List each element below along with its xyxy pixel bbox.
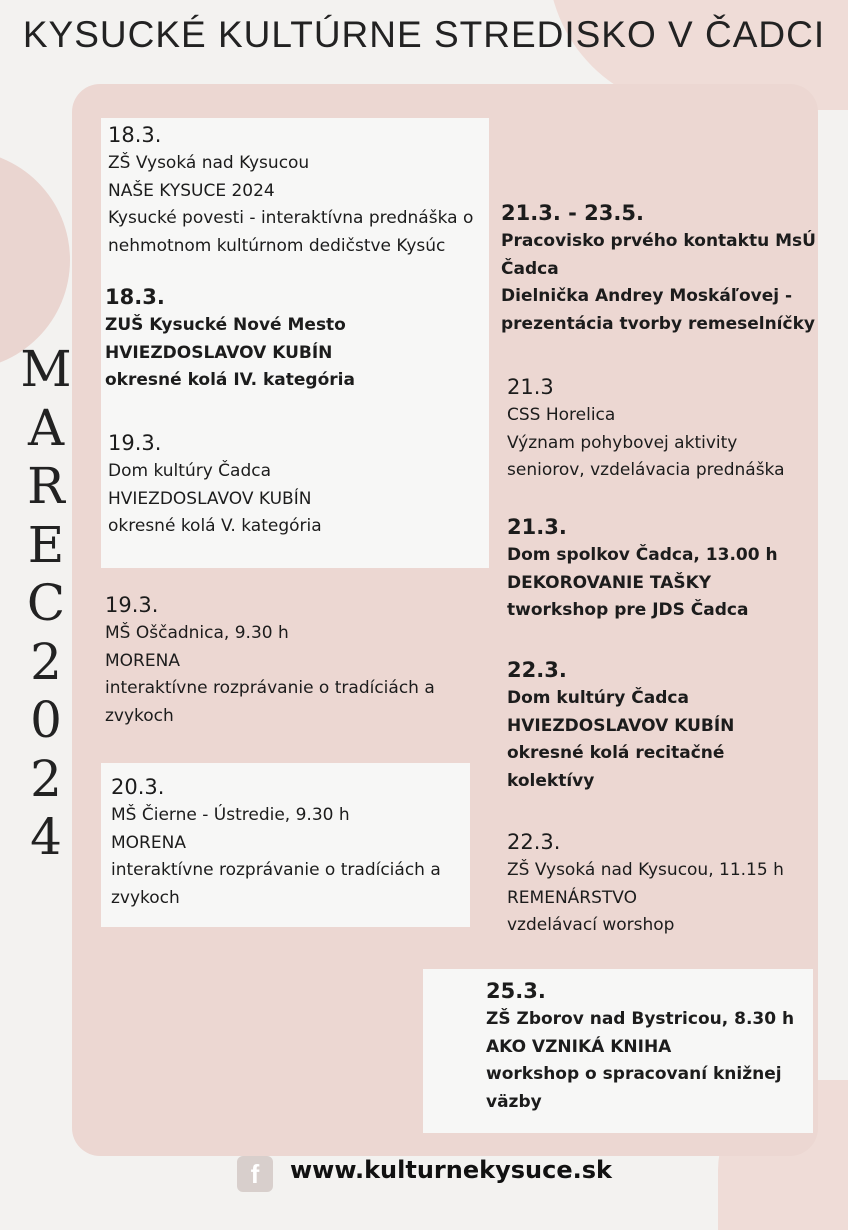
event-line: HVIEZDOSLAVOV KUBÍN	[507, 715, 735, 736]
event-item	[501, 198, 816, 338]
page-title: KYSUCKÉ KULTÚRNE STREDISKO V ČADCI	[22, 14, 826, 55]
event-line: DEKOROVANIE TAŠKY	[507, 572, 712, 593]
event-line: Dom kultúry Čadca	[507, 688, 689, 708]
decorative-blob-left	[0, 150, 70, 370]
event-line: interaktívne rozprávanie o tradíciách a	[111, 860, 441, 880]
month-letter: M	[20, 340, 72, 398]
event-item	[507, 827, 784, 940]
event-item	[105, 590, 435, 730]
event-line: Dom spolkov Čadca, 13.00 h	[507, 545, 778, 565]
event-line: ZŠ Zborov nad Bystricou, 8.30 h	[486, 1009, 795, 1029]
event-line: zvykoch	[105, 705, 174, 726]
event-date: 20.3.	[111, 775, 165, 799]
month-letter: E	[27, 515, 65, 574]
event-date: 18.3.	[108, 123, 162, 147]
event-line: HVIEZDOSLAVOV KUBÍN	[105, 342, 333, 363]
event-line: REMENÁRSTVO	[507, 887, 638, 908]
event-line: ZŠ Vysoká nad Kysucou, 11.15 h	[507, 860, 784, 880]
event-line: ZUŠ Kysucké Nové Mesto	[105, 315, 346, 335]
website-link[interactable]: www.kulturnekysuce.sk	[290, 1156, 612, 1184]
event-date: 19.3.	[108, 431, 162, 455]
event-item	[105, 282, 355, 395]
event-line: vzdelávací worshop	[507, 915, 675, 935]
event-line: Čadca	[501, 258, 559, 279]
month-letter: A	[27, 398, 65, 457]
event-item	[108, 120, 473, 260]
event-line: okresné kolá V. kategória	[108, 516, 322, 536]
event-line: CSS Horelica	[507, 405, 616, 425]
event-line: zvykoch	[111, 887, 180, 908]
footer	[0, 1150, 848, 1198]
event-line: tworkshop pre JDS Čadca	[507, 600, 749, 620]
event-line: Dielnička Andrey Moskáľovej -	[501, 286, 793, 306]
event-line: NAŠE KYSUCE 2024	[108, 180, 275, 201]
year-digit: 2	[30, 632, 62, 691]
event-item	[507, 655, 734, 795]
event-line: okresné kolá IV. kategória	[105, 370, 355, 390]
event-line: MŠ Čierne - Ústredie, 9.30 h	[111, 805, 350, 825]
event-line: MORENA	[111, 832, 186, 853]
year-digit: 0	[30, 691, 62, 749]
event-line: prezentácia tvorby remeselníčky	[501, 313, 815, 334]
event-line: HVIEZDOSLAVOV KUBÍN	[108, 488, 312, 509]
event-line: ZŠ Vysoká nad Kysucou	[108, 153, 310, 173]
event-line: seniorov, vzdelávacia prednáška	[507, 460, 785, 480]
event-line: nehmotnom kultúrnom dedičstve Kysúc	[108, 235, 446, 256]
event-date: 21.3	[507, 375, 554, 399]
event-line: MORENA	[105, 650, 180, 671]
event-line: okresné kolá recitačné	[507, 743, 725, 763]
event-line: Dom kultúry Čadca	[108, 461, 272, 481]
year-digit: 4	[30, 808, 62, 866]
event-item	[111, 772, 441, 912]
event-date: 25.3.	[486, 979, 546, 1003]
event-line: AKO VZNIKÁ KNIHA	[486, 1036, 672, 1057]
event-date: 22.3.	[507, 658, 567, 682]
event-line: Kysucké povesti - interaktívna prednáška o	[108, 208, 474, 228]
event-date: 18.3.	[105, 285, 165, 309]
event-line: väzby	[486, 1091, 542, 1112]
event-line: Pracovisko prvého kontaktu MsÚ	[501, 231, 816, 251]
event-line: MŠ Oščadnica, 9.30 h	[105, 623, 289, 643]
event-line: workshop o spracovaní knižnej	[486, 1064, 782, 1084]
facebook-icon[interactable]: f	[237, 1156, 273, 1192]
event-item	[507, 512, 778, 625]
event-date: 21.3.	[507, 515, 567, 539]
month-vertical-title	[18, 340, 74, 867]
year-digit: 2	[30, 749, 62, 808]
event-line: Význam pohybovej aktivity	[507, 432, 738, 453]
event-date: 22.3.	[507, 830, 561, 854]
event-item	[507, 372, 785, 485]
event-line: interaktívne rozprávanie o tradíciách a	[105, 678, 435, 698]
month-letter: R	[27, 457, 65, 515]
event-date: 21.3. - 23.5.	[501, 201, 644, 225]
month-letter: C	[26, 574, 66, 632]
event-date: 19.3.	[105, 593, 159, 617]
event-item	[486, 976, 794, 1116]
event-item	[108, 428, 322, 541]
event-line: kolektívy	[507, 770, 595, 791]
